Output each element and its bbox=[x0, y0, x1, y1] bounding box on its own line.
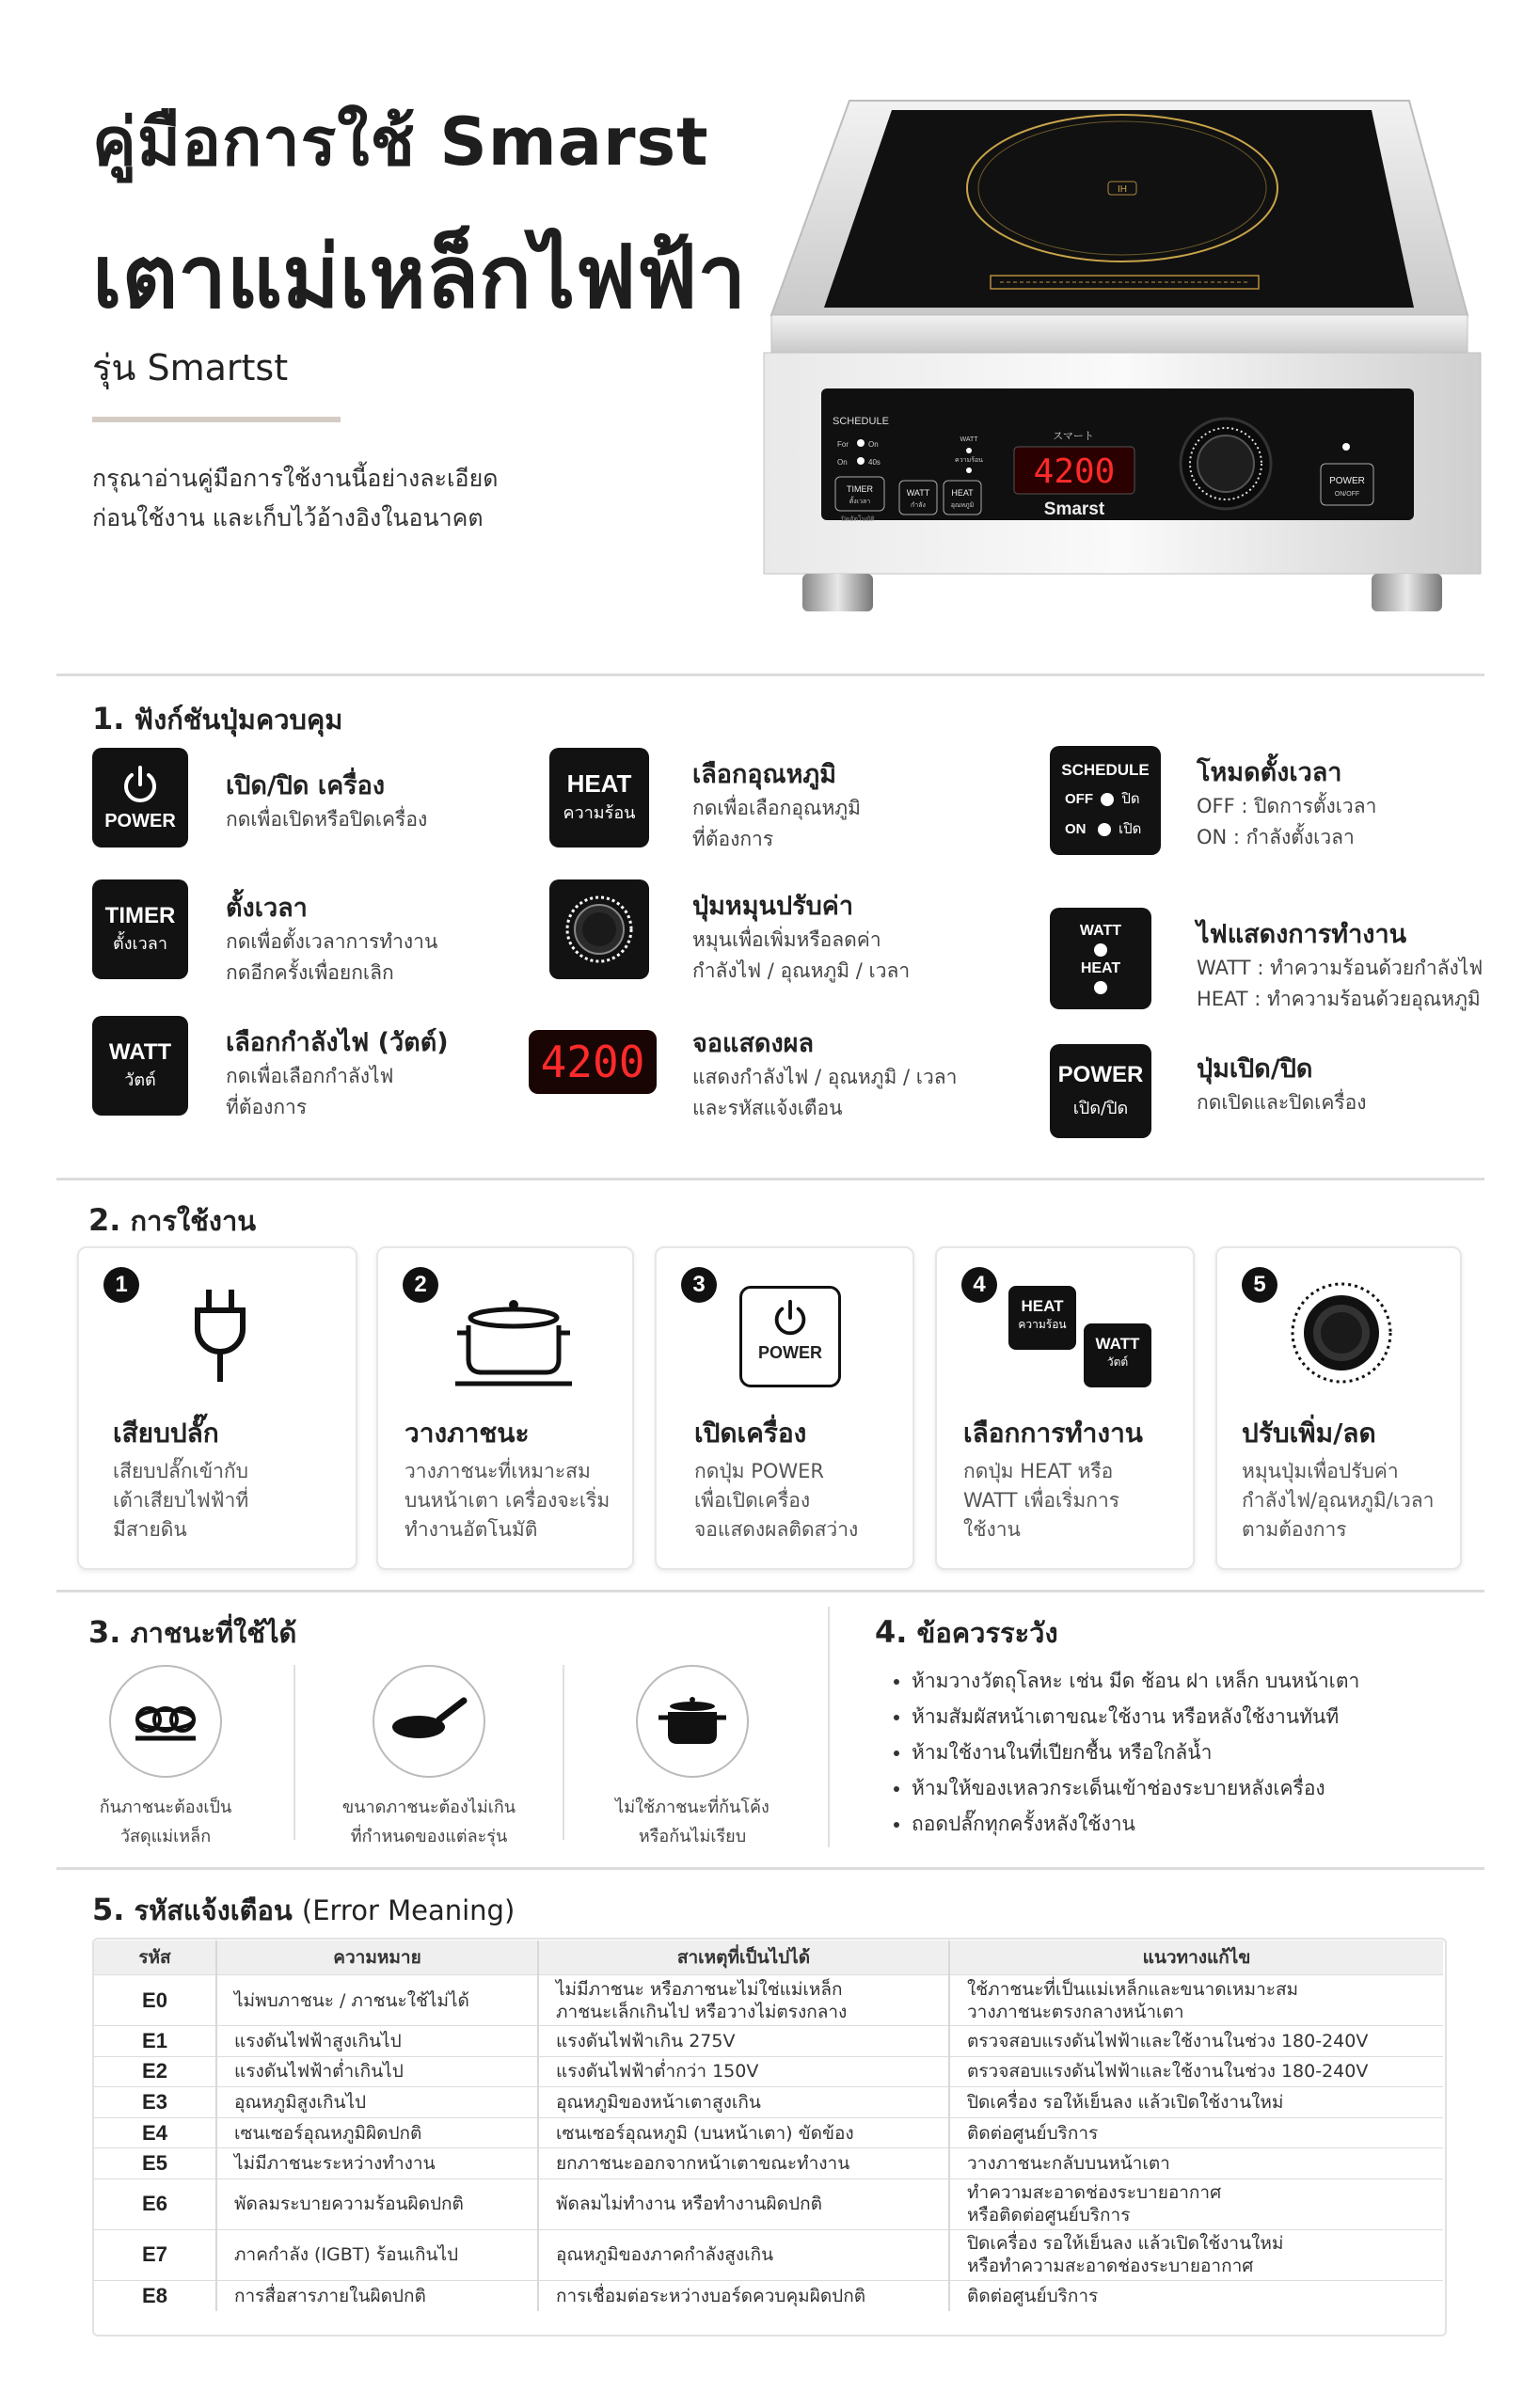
section-divider bbox=[56, 1590, 1484, 1592]
usage-step-2 bbox=[376, 1246, 634, 1570]
step-title: เสียบปลั๊ก bbox=[113, 1418, 219, 1449]
usage-step-3 bbox=[655, 1246, 914, 1570]
control-title: ตั้งเวลา bbox=[226, 894, 308, 923]
precaution-item: • ถอดปลั๊กทุกครั้งหลังใช้งาน bbox=[912, 1806, 1359, 1842]
timer-button-icon: TIMER ตั้งเวลา bbox=[92, 879, 188, 979]
control-desc: กดเพื่อเลือกกำลังไฟ ที่ต้องการ bbox=[226, 1065, 394, 1118]
table-row: E2 แรงดันไฟฟ้าต่ำเกินไป แรงดันไฟฟ้าต่ำกว่า 150V ตรวจสอบแรงดันไฟฟ้าและใช้งานในช่วง 180-240V bbox=[94, 2056, 1443, 2087]
section3-heading: 3. ภาชนะที่ใช้ได้ bbox=[88, 1614, 297, 1650]
plug-icon bbox=[190, 1286, 250, 1389]
section2-heading: 2. การใช้งาน bbox=[88, 1202, 257, 1238]
svg-text:ปิดอัตโนมัติ: ปิดอัตโนมัติ bbox=[841, 515, 875, 523]
step-number: 5 bbox=[1242, 1267, 1277, 1303]
svg-text:40s: 40s bbox=[868, 458, 881, 467]
intro-line-1: กรุณาอ่านคู่มือการใช้งานนี้อย่างละเอียด bbox=[92, 465, 499, 492]
precautions-list bbox=[889, 1663, 1359, 1842]
control-title: เลือกอุณหภูมิ bbox=[692, 760, 836, 789]
section5-title-en: (Error Meaning) bbox=[301, 1894, 516, 1926]
header-code: รหัส bbox=[94, 1941, 216, 1975]
cookware-caption: ขนาดภาชนะต้องไม่เกิน ที่กำหนดของแต่ละรุ่น bbox=[341, 1798, 516, 1846]
step-desc: เสียบปลั๊กเข้ากับ เต้าเสียบไฟฟ้าที่ มีสายดิน bbox=[113, 1460, 249, 1541]
title-underline bbox=[92, 417, 341, 422]
control-desc: หมุนเพื่อเพิ่มหรือลดค่า กำลังไฟ / อุณหภูมิ / เวลา bbox=[692, 928, 911, 982]
section4-title: ข้อควรระวัง bbox=[916, 1617, 1058, 1649]
table-header-row bbox=[94, 1941, 1443, 1975]
usage-step-4 bbox=[935, 1246, 1195, 1570]
header-fix: แนวทางแก้ไข bbox=[949, 1941, 1443, 1975]
svg-text:For: For bbox=[837, 440, 849, 449]
section-divider bbox=[56, 1178, 1484, 1180]
watt-button-icon: WATT วัตต์ bbox=[92, 1016, 188, 1116]
watt-button-icon: WATT วัตต์ bbox=[1084, 1323, 1151, 1387]
dial-knob-icon bbox=[560, 890, 639, 969]
control-title: จอแสดงผล bbox=[692, 1029, 815, 1058]
induction-cooker-image bbox=[760, 89, 1484, 644]
control-desc: กดเพื่อตั้งเวลาการทำงาน กดอีกครั้งเพื่อยกเลิก bbox=[226, 930, 438, 984]
svg-text:HEAT: HEAT bbox=[951, 488, 974, 498]
svg-text:กำลัง: กำลัง bbox=[911, 501, 926, 509]
step-title: เปิดเครื่อง bbox=[694, 1418, 807, 1449]
error-table bbox=[94, 1941, 1443, 2311]
column-divider bbox=[828, 1607, 830, 1847]
svg-text:WATT: WATT bbox=[906, 488, 930, 498]
precaution-item: • ห้ามวางวัตถุโลหะ เช่น มีด ช้อน ฝา เหล็ก บนหน้าเตา bbox=[912, 1663, 1359, 1699]
glass-ih-label: IH bbox=[1118, 184, 1127, 195]
cookware-caption: ก้นภาชนะต้องเป็น วัสดุแม่เหล็ก bbox=[99, 1798, 232, 1846]
svg-text:ON/OFF: ON/OFF bbox=[1334, 491, 1360, 498]
header-meaning: ความหมาย bbox=[216, 1941, 538, 1975]
svg-text:4200: 4200 bbox=[1033, 452, 1116, 491]
table-row: E8 การสื่อสารภายในผิดปกติ การเชื่อมต่อระหว่างบอร์ดควบคุมผิดปกติ ติดต่อศูนย์บริการ bbox=[94, 2280, 1443, 2310]
svg-text:On: On bbox=[837, 458, 848, 467]
svg-text:ความร้อน: ความร้อน bbox=[955, 456, 983, 464]
control-desc: แสดงกำลังไฟ / อุณหภูมิ / เวลา และรหัสแจ้งเตือน bbox=[692, 1066, 958, 1119]
svg-text:ตั้งเวลา: ตั้งเวลา bbox=[849, 498, 871, 505]
table-row: E0 ไม่พบภาชนะ / ภาชนะใช้ไม่ได้ ไม่มีภาชนะ หรือภาชนะไม่ใช่แม่เหล็ก ภาชนะเล็กเกินไป หรือวางไม่ตรงกลาง ใช้ภาชนะที่เป็นแม่เหล็กและขนาดเหมาะสม วางภาชนะตรงกลางหน้าเตา bbox=[94, 1975, 1443, 2026]
control-desc: กดเปิดและปิดเครื่อง bbox=[1197, 1091, 1367, 1114]
power-symbol-icon bbox=[119, 764, 162, 807]
step-number: 4 bbox=[961, 1267, 997, 1303]
cookware-item bbox=[561, 1665, 824, 1851]
svg-text:WATT: WATT bbox=[960, 436, 978, 443]
control-title: เปิด/ปิด เครื่อง bbox=[226, 771, 386, 800]
product-title: เตาแม่เหล็กไฟฟ้า bbox=[92, 227, 747, 327]
intro-line-2: ก่อนใช้งาน และเก็บไว้อ้างอิงในอนาคต bbox=[92, 504, 484, 531]
control-desc: WATT : ทำความร้อนด้วยกำลังไฟ HEAT : ทำความร้อนด้วยอุณหภูมิ bbox=[1197, 957, 1483, 1010]
table-row: E7 ภาคกำลัง (IGBT) ร้อนเกินไป อุณหภูมิของภาคกำลังสูงเกิน ปิดเครื่อง รอให้เย็นลง แล้วเปิดใช้งานใหม่ หรือทำความสะอาดช่องระบายอากาศ bbox=[94, 2229, 1443, 2280]
cookware-caption: ไม่ใช้ภาชนะที่ก้นโค้ง หรือก้นไม่เรียบ bbox=[615, 1798, 770, 1846]
precaution-item: • ห้ามให้ของเหลวกระเด็นเข้าช่องระบายหลังเครื่อง bbox=[912, 1770, 1359, 1806]
control-title: ไฟแสดงการทำงาน bbox=[1197, 920, 1407, 949]
power-button-icon: POWER bbox=[92, 748, 188, 848]
pot-icon bbox=[636, 1665, 749, 1778]
table-row: E6 พัดลมระบายความร้อนผิดปกติ พัดลมไม่ทำงาน หรือทำงานผิดปกติ ทำความสะอาดช่องระบายอากาศ หรือติดต่อศูนย์บริการ bbox=[94, 2178, 1443, 2229]
section3-title: ภาชนะที่ใช้ได้ bbox=[130, 1617, 297, 1649]
section-divider bbox=[56, 673, 1484, 676]
section4-heading: 4. ข้อควรระวัง bbox=[875, 1614, 1058, 1650]
control-desc: กดเพื่อเปิดหรือปิดเครื่อง bbox=[226, 808, 428, 831]
svg-text:TIMER: TIMER bbox=[847, 484, 873, 494]
table-row: E3 อุณหภูมิสูงเกินไป อุณหภูมิของหน้าเตาสูงเกิน ปิดเครื่อง รอให้เย็นลง แล้วเปิดใช้งานใหม่ bbox=[94, 2087, 1443, 2118]
usage-step-5 bbox=[1215, 1246, 1462, 1570]
step-title: วางภาชนะ bbox=[405, 1418, 530, 1449]
knob-icon bbox=[549, 879, 649, 979]
control-desc: OFF : ปิดการตั้งเวลา ON : กำลังตั้งเวลา bbox=[1197, 795, 1377, 848]
section2-title: การใช้งาน bbox=[130, 1205, 257, 1237]
magnetic-base-icon bbox=[109, 1665, 222, 1778]
table-row: E1 แรงดันไฟฟ้าสูงเกินไป แรงดันไฟฟ้าเกิน 275V ตรวจสอบแรงดันไฟฟ้าและใช้งานในช่วง 180-240V bbox=[94, 2026, 1443, 2057]
manual-title: คู่มือการใช้ Smarst bbox=[92, 103, 709, 181]
dial-knob-icon bbox=[1287, 1278, 1396, 1387]
step-desc: กดปุ่ม HEAT หรือ WATT เพื่อเริ่มการ ใช้งาน bbox=[963, 1460, 1120, 1541]
control-title: เลือกกำลังไฟ (วัตต์) bbox=[226, 1028, 449, 1057]
svg-text:スマート: スマート bbox=[1053, 430, 1094, 442]
section5-title: รหัสแจ้งเตือน bbox=[134, 1894, 293, 1926]
control-title: ปุ่มหมุนปรับค่า bbox=[692, 892, 853, 921]
precaution-item: • ห้ามสัมผัสหน้าเตาขณะใช้งาน หรือหลังใช้งานทันที bbox=[912, 1699, 1359, 1735]
table-row: E4 เซนเซอร์อุณหภูมิผิดปกติ เซนเซอร์อุณหภูมิ (บนหน้าเตา) ขัดข้อง ติดต่อศูนย์บริการ bbox=[94, 2117, 1443, 2148]
table-row: E5 ไม่มีภาชนะระหว่างทำงาน ยกภาชนะออกจากหน้าเตาขณะทำงาน วางภาชนะกลับบนหน้าเตา bbox=[94, 2148, 1443, 2179]
cookware-item bbox=[34, 1665, 297, 1851]
heat-button-icon: HEAT ความร้อน bbox=[1008, 1286, 1076, 1350]
usage-step-1 bbox=[77, 1246, 357, 1570]
precaution-item: • ห้ามใช้งานในที่เปียกชื้น หรือใกล้น้ำ bbox=[912, 1735, 1359, 1770]
svg-text:อุณหภูมิ: อุณหภูมิ bbox=[950, 501, 975, 509]
intro-text bbox=[92, 459, 581, 538]
svg-text:On: On bbox=[868, 440, 879, 449]
power-symbol-icon bbox=[770, 1298, 811, 1339]
power-switch-icon: POWER เปิด/ปิด bbox=[1050, 1044, 1151, 1138]
display-icon: 4200 bbox=[529, 1030, 657, 1094]
model-name: รุ่น Smartst bbox=[92, 347, 289, 388]
step-title: ปรับเพิ่ม/ลด bbox=[1242, 1418, 1376, 1449]
control-desc: กดเพื่อเลือกอุณหภูมิ ที่ต้องการ bbox=[692, 797, 861, 850]
step-desc: วางภาชนะที่เหมาะสม บนหน้าเตา เครื่องจะเริ่ม ทำงานอัตโนมัติ bbox=[405, 1460, 611, 1541]
section1-title: ฟังก์ชันปุ่มควบคุม bbox=[134, 704, 343, 736]
svg-text:POWER: POWER bbox=[1329, 476, 1365, 486]
schedule-indicator-icon: SCHEDULE OFF ปิด ON เปิด bbox=[1050, 746, 1161, 855]
step-number: 2 bbox=[403, 1267, 438, 1303]
power-button-icon: POWER bbox=[739, 1286, 841, 1387]
header-cause: สาเหตุที่เป็นไปได้ bbox=[538, 1941, 949, 1975]
control-title: ปุ่มเปิด/ปิด bbox=[1197, 1054, 1313, 1084]
svg-text:Smarst: Smarst bbox=[1043, 499, 1105, 519]
section5-heading: 5. รหัสแจ้งเตือน (Error Meaning) bbox=[92, 1892, 516, 1927]
step-desc: หมุนปุ่มเพื่อปรับค่า กำลังไฟ/อุณหภูมิ/เวลา ตามต้องการ bbox=[1242, 1460, 1435, 1541]
step-title: เลือกการทำงาน bbox=[963, 1418, 1143, 1449]
section-divider bbox=[56, 1867, 1484, 1870]
step-number: 1 bbox=[103, 1267, 139, 1303]
step-desc: กดปุ่ม POWER เพื่อเปิดเครื่อง จอแสดงผลติดสว่าง bbox=[694, 1460, 859, 1541]
watt-heat-indicator-icon: WATT HEAT bbox=[1050, 908, 1151, 1009]
cookware-item bbox=[297, 1665, 561, 1851]
svg-text:SCHEDULE: SCHEDULE bbox=[833, 416, 889, 427]
heat-button-icon: HEAT ความร้อน bbox=[549, 748, 649, 848]
section1-heading bbox=[92, 698, 342, 741]
pot-icon bbox=[453, 1293, 574, 1387]
control-title: โหมดตั้งเวลา bbox=[1197, 758, 1342, 787]
frying-pan-icon bbox=[373, 1665, 485, 1778]
step-number: 3 bbox=[681, 1267, 717, 1303]
section1-number: 1. bbox=[92, 701, 125, 737]
